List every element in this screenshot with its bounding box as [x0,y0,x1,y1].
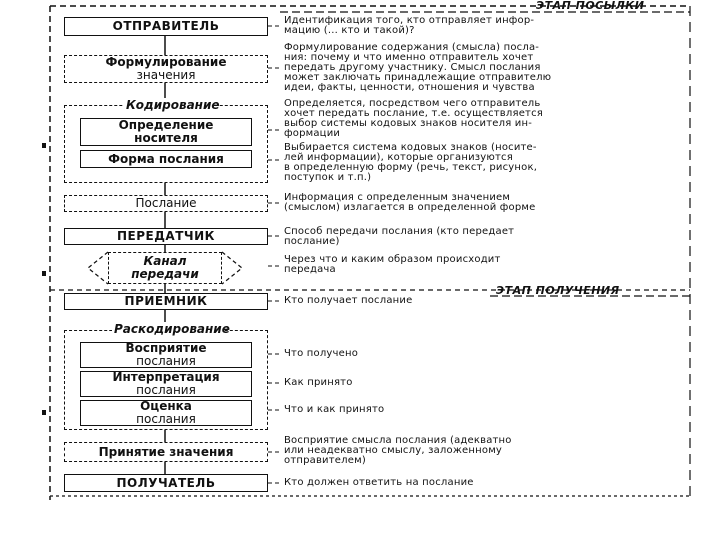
box-message: Послание [64,195,268,212]
box-form: Форма послания [80,150,252,168]
perception-line2: послания [136,354,196,368]
box-medium [80,118,252,146]
margin-mark [42,271,46,276]
box-receiver: ПРИЕМНИК [64,293,268,310]
medium-line1: Определение [118,118,214,133]
desc-channel: Через что и каким образом происходит передача [284,254,501,275]
desc-perception: Что получено [284,348,359,359]
interpretation-line2: послания [136,383,196,397]
desc-formulation: Формулирование содержания (смысла) посла- ния: почему и что именно отправитель хочет передать другому участнику. Смысл послания может заключать принадлежащие отправителю идеи, факты, ценности, отношения и чувства [284,42,552,93]
desc-receiver: Кто получает послание [284,295,413,306]
desc-evaluation: Что и как принято [284,404,385,415]
perception-line1: Восприятие [125,341,207,356]
margin-mark [42,143,46,148]
desc-interpretation: Как принято [284,377,353,388]
box-channel [108,252,222,284]
group-coding-title: Кодирование [126,98,220,112]
evaluation-line1: Оценка [140,399,192,414]
stage-title-sending: ЭТАП ПОСЫЛКИ [536,0,645,12]
channel-line2: передачи [131,267,199,281]
medium-line2: носителя [134,131,198,145]
desc-acceptance: Восприятие смысла послания (адекватно или неадекватно смыслу, заложенному отправителем) [284,435,512,466]
box-acceptance: Принятие значения [64,442,268,462]
desc-sender: Идентификация того, кто отправляет инфор- мацию (... кто и такой)? [284,15,535,36]
formulation-line1: Формулирование [105,55,227,70]
box-recipient: ПОЛУЧАТЕЛЬ [64,474,268,492]
desc-form: Выбирается система кодовых знаков (носите- лей информации), которые организуются в определенную форму (речь, текст, рисунок, поступок и т.п.) [284,142,538,183]
box-formulation [64,55,268,83]
box-interpretation [80,371,252,397]
desc-message: Информация с определенным значением (смыслом) излагается в определенной форме [284,192,536,213]
desc-medium: Определяется, посредством чего отправитель хочет передать послание, т.е. осуществляется выбор системы кодовых знаков носителя ин- формации [284,98,543,139]
margin-mark [42,410,46,415]
arrow-right-in [222,252,242,284]
arrow-left-in [88,252,108,284]
desc-transmitter: Способ передачи послания (кто передает послание) [284,226,515,247]
box-evaluation [80,400,252,426]
channel-line1: Канал [143,254,187,269]
box-transmitter: ПЕРЕДАТЧИК [64,228,268,245]
desc-recipient: Кто должен ответить на послание [284,477,474,488]
formulation-line2: значения [136,68,196,82]
group-decoding-title: Раскодирование [114,322,230,336]
box-perception [80,342,252,368]
interpretation-line1: Интерпретация [112,370,220,385]
stage-title-receiving: ЭТАП ПОЛУЧЕНИЯ [496,284,620,297]
box-sender: ОТПРАВИТЕЛЬ [64,17,268,36]
evaluation-line2: послания [136,412,196,426]
